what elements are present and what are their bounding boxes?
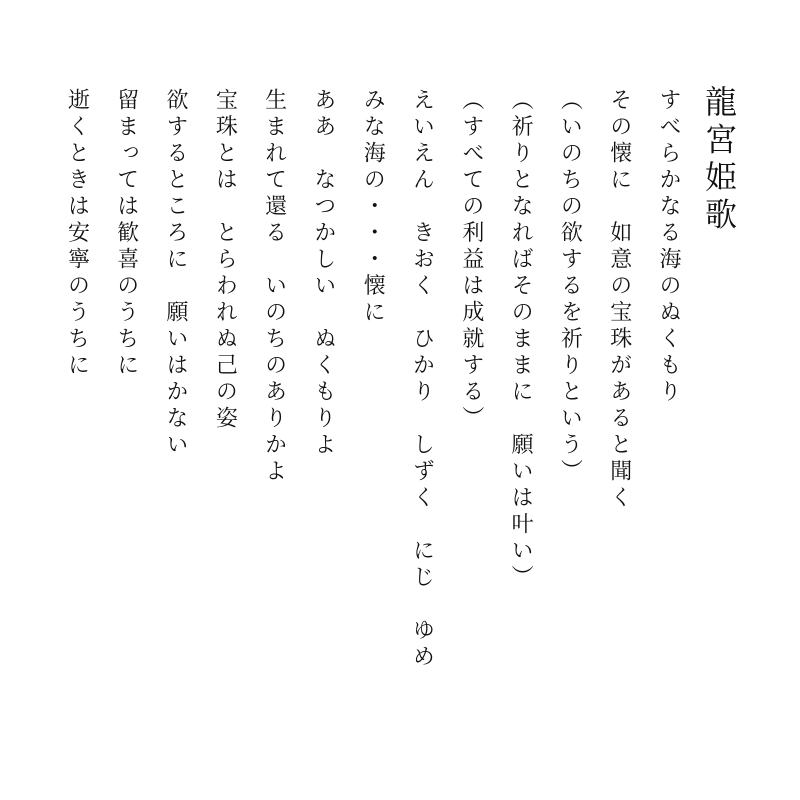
poem-line-13: 逝くときは安寧のうちに — [64, 88, 90, 380]
poem-line-5: （すべての利益は成就する） — [458, 88, 484, 433]
poem-line-9: 生まれて還る いのちのありかよ — [261, 88, 287, 486]
poem-title: 龍宮姫歌 — [700, 85, 738, 235]
poem-line-4: （祈りとなればそのままに 願いは叶い） — [508, 88, 534, 592]
poem-line-6: えいえん きおく ひかり しずく にじ ゆめ — [409, 88, 435, 671]
poem — [52, 85, 745, 775]
poem-line-7: みな海の・・・懐に — [360, 88, 386, 327]
poem-line-12: 留まっては歓喜のうちに — [113, 88, 139, 380]
poem-line-10: 宝珠とは とらわれぬ己の姿 — [212, 88, 238, 433]
poem-line-1: すべらかなる海のぬくもり — [656, 88, 681, 406]
poem-line-8: ああ なつかしい ぬくもりよ — [310, 88, 336, 459]
poem-line-2: その懐に 如意の宝珠があると聞く — [606, 88, 632, 512]
poem-line-11: 欲するところに 願いはかない — [163, 88, 189, 459]
poem-line-3: （いのちの欲するを祈りという） — [557, 88, 583, 486]
